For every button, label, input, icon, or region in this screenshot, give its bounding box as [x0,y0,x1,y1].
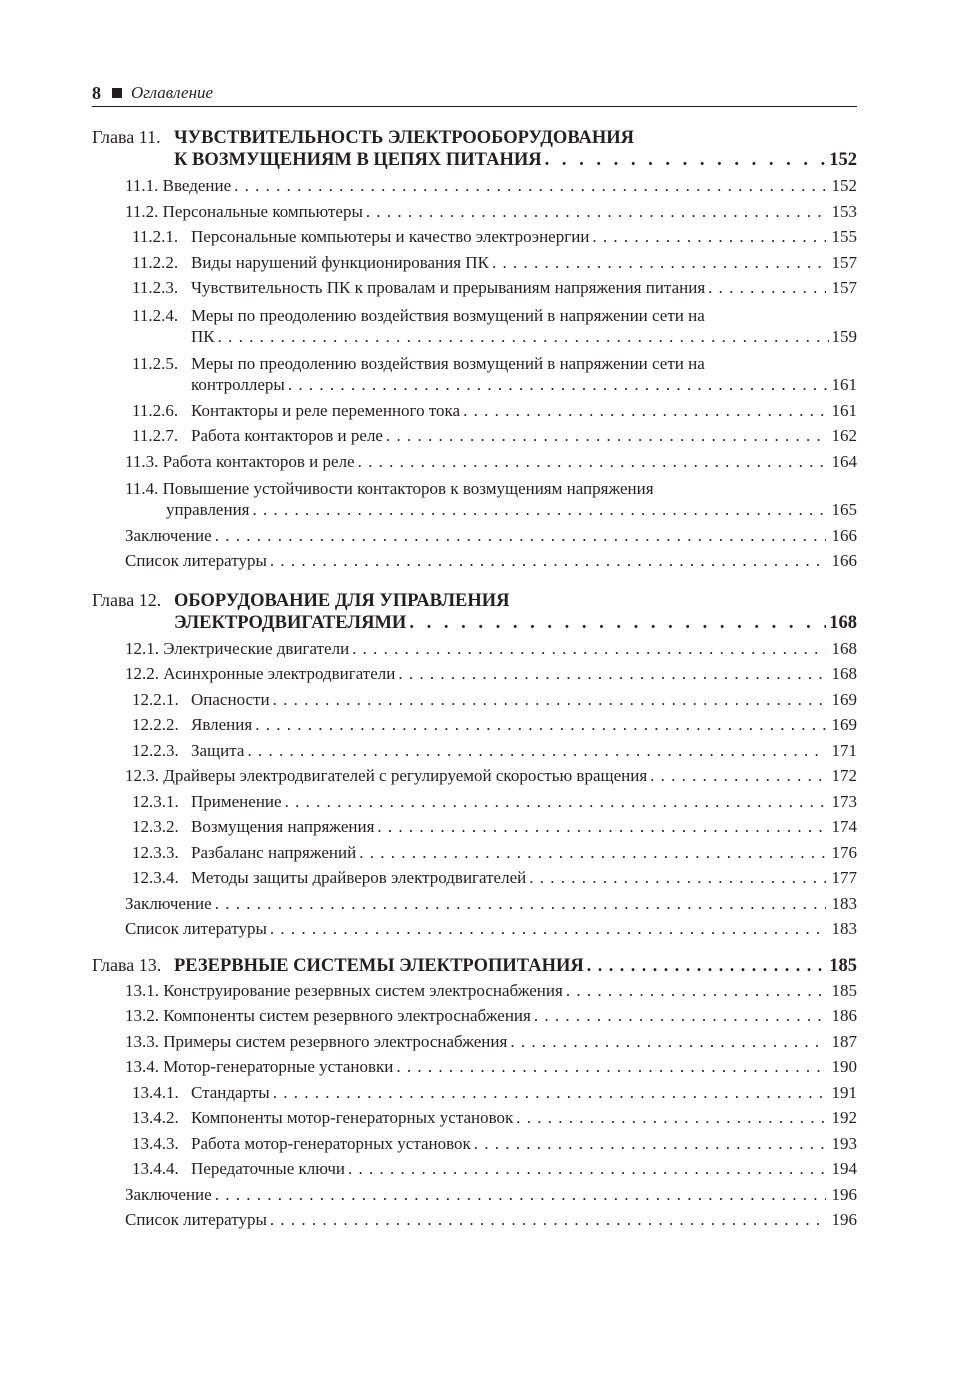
toc-entry[interactable]: 11.2.7. Работа контакторов и реле . . . 162 [92,426,857,452]
toc-entry[interactable]: 11.2.3. Чувствительность ПК к провалам и прерываниям напряжения питания . . . 157 [92,278,857,304]
chapter-title[interactable]: ЧУВСТВИТЕЛЬНОСТЬ ЭЛЕКТРООБОРУДОВАНИЯ [174,128,634,148]
toc-entry[interactable]: 11.2. Персональные компьютеры . . . 153 [92,202,857,228]
toc-entry-conclusion[interactable]: Заключение . . . 183 [92,894,857,920]
toc-entry-continued[interactable]: управления . . . 165 [92,500,857,526]
toc-entry[interactable]: 12.2.1. Опасности . . . 169 [92,690,857,716]
toc-entry[interactable]: 13.3. Примеры систем резервного электроснабжения . . . 187 [92,1032,857,1058]
chapter-title-line[interactable]: К ВОЗМУЩЕНИЯМ В ЦЕПЯХ ПИТАНИЯ . . . 152 [92,150,857,176]
toc-entry-references[interactable]: Список литературы . . . 166 [92,551,857,577]
toc-entry[interactable]: 13.4.1. Стандарты . . . 191 [92,1083,857,1109]
toc-entry[interactable]: 11.4. Повышение устойчивости контакторов к возмущениям напряжения [125,479,654,498]
chapter-prefix: Глава 12. [92,589,162,610]
chapter-12 [92,587,857,945]
toc-entry-conclusion[interactable]: Заключение . . . 196 [92,1185,857,1211]
toc-entry[interactable]: 12.3.1. Применение . . . 173 [92,792,857,818]
toc-entry[interactable]: 12.1. Электрические двигатели . . . 168 [92,639,857,665]
table-of-contents [92,124,857,1236]
toc-entry[interactable]: 11.2.4. Меры по преодолению воздействия возмущений в напряжении сети на [132,305,705,325]
chapter-13 [92,955,857,1236]
toc-entry[interactable]: 13.4. Мотор-генераторные установки . . . 190 [92,1057,857,1083]
chapter-page: 185 [829,955,857,976]
toc-entry[interactable]: 11.2.1. Персональные компьютеры и качество электроэнергии . . . 155 [92,227,857,253]
chapter-11 [92,124,857,577]
toc-entry[interactable]: 12.3.2. Возмущения напряжения . . . 174 [92,817,857,843]
toc-entry[interactable]: 12.2.2. Явления . . . 169 [92,715,857,741]
toc-entry[interactable]: 12.2. Асинхронные электродвигатели . . . 168 [92,664,857,690]
chapter-prefix: Глава 13. [92,954,162,975]
chapter-page: 152 [829,150,857,170]
toc-entry[interactable]: 12.2.3. Защита . . . 171 [92,741,857,767]
toc-entry[interactable]: 11.2.2. Виды нарушений функционирования ПК . . . 157 [92,253,857,279]
toc-entry[interactable]: 11.2.5. Меры по преодолению воздействия возмущений в напряжении сети на [132,354,705,373]
chapter-prefix: Глава 11. [92,127,161,147]
toc-entry[interactable]: 12.3.3. Разбаланс напряжений . . . 176 [92,843,857,869]
toc-entry[interactable]: 12.3.4. Методы защиты драйверов электродвигателей . . . 177 [92,868,857,894]
chapter-title-line[interactable]: ЭЛЕКТРОДВИГАТЕЛЯМИ . . . 168 [92,613,857,639]
square-bullet-icon [112,88,122,98]
chapter-page: 168 [829,612,857,633]
chapter-title[interactable]: ОБОРУДОВАНИЕ ДЛЯ УПРАВЛЕНИЯ [174,590,510,611]
toc-entry[interactable]: 13.1. Конструирование резервных систем электроснабжения . . . 185 [92,981,857,1007]
toc-entry[interactable]: 13.4.4. Передаточные ключи . . . 194 [92,1159,857,1185]
toc-entry[interactable]: 11.2.6. Контакторы и реле переменного тока . . . 161 [92,401,857,427]
toc-entry[interactable]: 12.3. Драйверы электродвигателей с регулируемой скоростью вращения . . . 172 [92,766,857,792]
toc-entry[interactable]: 11.3. Работа контакторов и реле . . . 164 [92,452,857,478]
chapter-title: РЕЗЕРВНЫЕ СИСТЕМЫ ЭЛЕКТРОПИТАНИЯ [174,955,584,976]
toc-entry-references[interactable]: Список литературы . . . 196 [92,1210,857,1236]
toc-entry[interactable]: 11.1. Введение . . . 152 [92,176,857,202]
toc-entry[interactable]: 13.2. Компоненты систем резервного электроснабжения . . . 186 [92,1006,857,1032]
toc-entry[interactable]: 13.4.2. Компоненты мотор-генераторных установок . . . 192 [92,1108,857,1134]
toc-entry-conclusion[interactable]: Заключение . . . 166 [92,526,857,552]
toc-entry-continued[interactable]: ПК . . . 159 [92,327,857,353]
toc-entry[interactable]: 13.4.3. Работа мотор-генераторных установок . . . 193 [92,1134,857,1160]
page-number: 8 [92,82,101,103]
chapter-title-line[interactable] [92,955,857,981]
running-header [92,80,857,107]
toc-entry-references[interactable]: Список литературы . . . 183 [92,919,857,945]
toc-entry-continued[interactable]: контроллеры . . . 161 [92,375,857,401]
running-title: Оглавление [131,83,214,102]
